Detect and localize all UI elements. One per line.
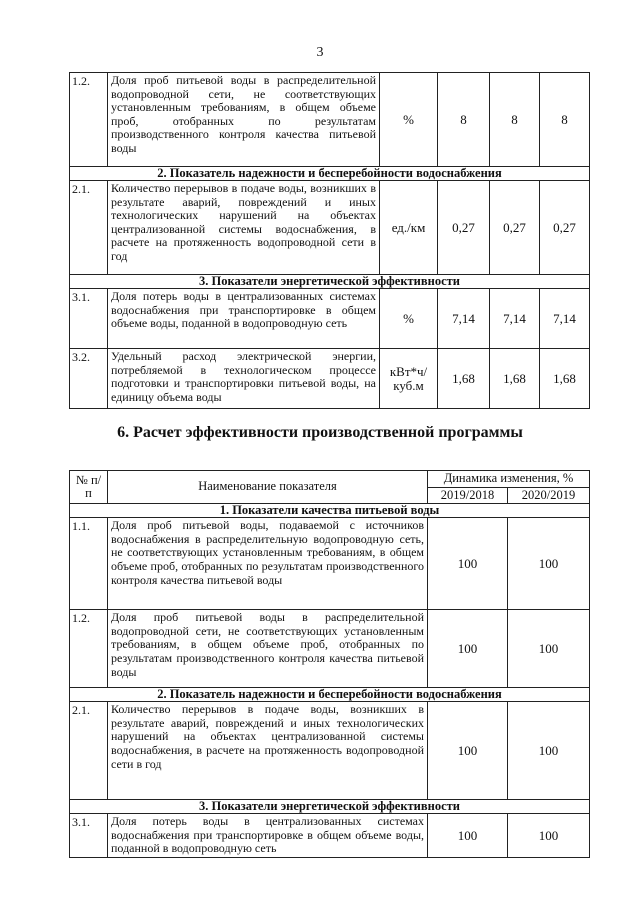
section-title: 2. Показатель надежности и бесперебойности водоснабжения	[70, 167, 590, 181]
value-cell: 100	[428, 702, 508, 800]
value-cell: 1,68	[540, 349, 590, 409]
row-number: 3.1.	[70, 289, 108, 349]
table-row	[70, 73, 590, 167]
header-name: Наименование показателя	[108, 471, 428, 504]
indicator-name: Доля потерь воды в централизованных системах водоснабжения при транспортировке в общем объеме воды, поданной в водопроводную сеть	[108, 289, 380, 349]
value-cell: 7,14	[438, 289, 490, 349]
section-row	[70, 504, 590, 518]
indicator-name: Удельный расход электрической энергии, потребляемой в технологическом процессе подготовки и транспортировки питьевой воды, на единицу объема воды	[108, 349, 380, 409]
value-cell: 1,68	[438, 349, 490, 409]
table-row	[70, 814, 590, 858]
value-cell: 1,68	[490, 349, 540, 409]
value-cell: 0,27	[438, 181, 490, 275]
value-cell: 7,14	[490, 289, 540, 349]
unit-cell: %	[380, 73, 438, 167]
unit-cell: кВт*ч/ куб.м	[380, 349, 438, 409]
row-number: 1.2.	[70, 610, 108, 688]
indicator-name: Количество перерывов в подаче воды, возникших в результате аварий, повреждений и иных технологических нарушений на объектах централизованной системы водоснабжения, в расчете на протяженность водопроводной сети в год	[108, 702, 428, 800]
value-cell: 100	[508, 702, 590, 800]
section-row	[70, 688, 590, 702]
value-cell: 100	[508, 610, 590, 688]
table-row	[70, 289, 590, 349]
section-title: 2. Показатель надежности и бесперебойности водоснабжения	[70, 688, 590, 702]
unit-cell: %	[380, 289, 438, 349]
value-cell: 8	[438, 73, 490, 167]
section-row	[70, 800, 590, 814]
value-cell: 8	[540, 73, 590, 167]
header-year: 2020/2019	[508, 487, 590, 504]
row-number: 2.1.	[70, 702, 108, 800]
row-number: 3.1.	[70, 814, 108, 858]
indicators-table	[69, 72, 590, 409]
value-cell: 100	[508, 518, 590, 610]
unit-cell: ед./км	[380, 181, 438, 275]
indicator-name: Доля проб питьевой воды, подаваемой с источников водоснабжения в распределительную водопроводную сеть, не соответствующих установленным требованиям, в общем объеме проб, отобранных по результатам производственного контроля качества питьевой воды	[108, 518, 428, 610]
table-row	[70, 610, 590, 688]
value-cell: 0,27	[540, 181, 590, 275]
header-dynamics: Динамика изменения, %	[428, 471, 590, 488]
table-row	[70, 181, 590, 275]
row-number: 3.2.	[70, 349, 108, 409]
page-number: 3	[316, 45, 324, 60]
value-cell: 100	[428, 610, 508, 688]
section-title: 1. Показатели качества питьевой воды	[70, 504, 590, 518]
section-row	[70, 167, 590, 181]
table-row	[70, 518, 590, 610]
indicator-name: Доля потерь воды в централизованных системах водоснабжения при транспортировке в общем объеме воды, поданной в водопроводную сеть	[108, 814, 428, 858]
value-cell: 100	[508, 814, 590, 858]
section-row	[70, 275, 590, 289]
header-number: № п/п	[70, 471, 108, 504]
section-heading: 6. Расчет эффективности производственной программы	[117, 424, 523, 441]
row-number: 1.2.	[70, 73, 108, 167]
indicator-name: Доля проб питьевой воды в распределительной водопроводной сети, не соответствующих установленным требованиям, в общем объеме проб, отобранных по результатам производственного контроля качества питьевой воды	[108, 610, 428, 688]
value-cell: 8	[490, 73, 540, 167]
efficiency-table	[69, 470, 590, 858]
section-title: 3. Показатели энергетической эффективности	[70, 275, 590, 289]
section-title: 3. Показатели энергетической эффективности	[70, 800, 590, 814]
table-row	[70, 702, 590, 800]
row-number: 2.1.	[70, 181, 108, 275]
value-cell: 100	[428, 814, 508, 858]
indicator-name: Количество перерывов в подаче воды, возникших в результате аварий, повреждений и иных технологических нарушений на объектах централизованной системы водоснабжения, в расчете на протяженность водопроводной сети в год	[108, 181, 380, 275]
indicator-name: Доля проб питьевой воды в распределительной водопроводной сети, не соответствующих установленным требованиям, в общем объеме проб, отобранных по результатам производственного контроля качества питьевой воды	[108, 73, 380, 167]
header-row	[70, 471, 590, 488]
header-year: 2019/2018	[428, 487, 508, 504]
table-row	[70, 349, 590, 409]
value-cell: 100	[428, 518, 508, 610]
value-cell: 7,14	[540, 289, 590, 349]
value-cell: 0,27	[490, 181, 540, 275]
row-number: 1.1.	[70, 518, 108, 610]
